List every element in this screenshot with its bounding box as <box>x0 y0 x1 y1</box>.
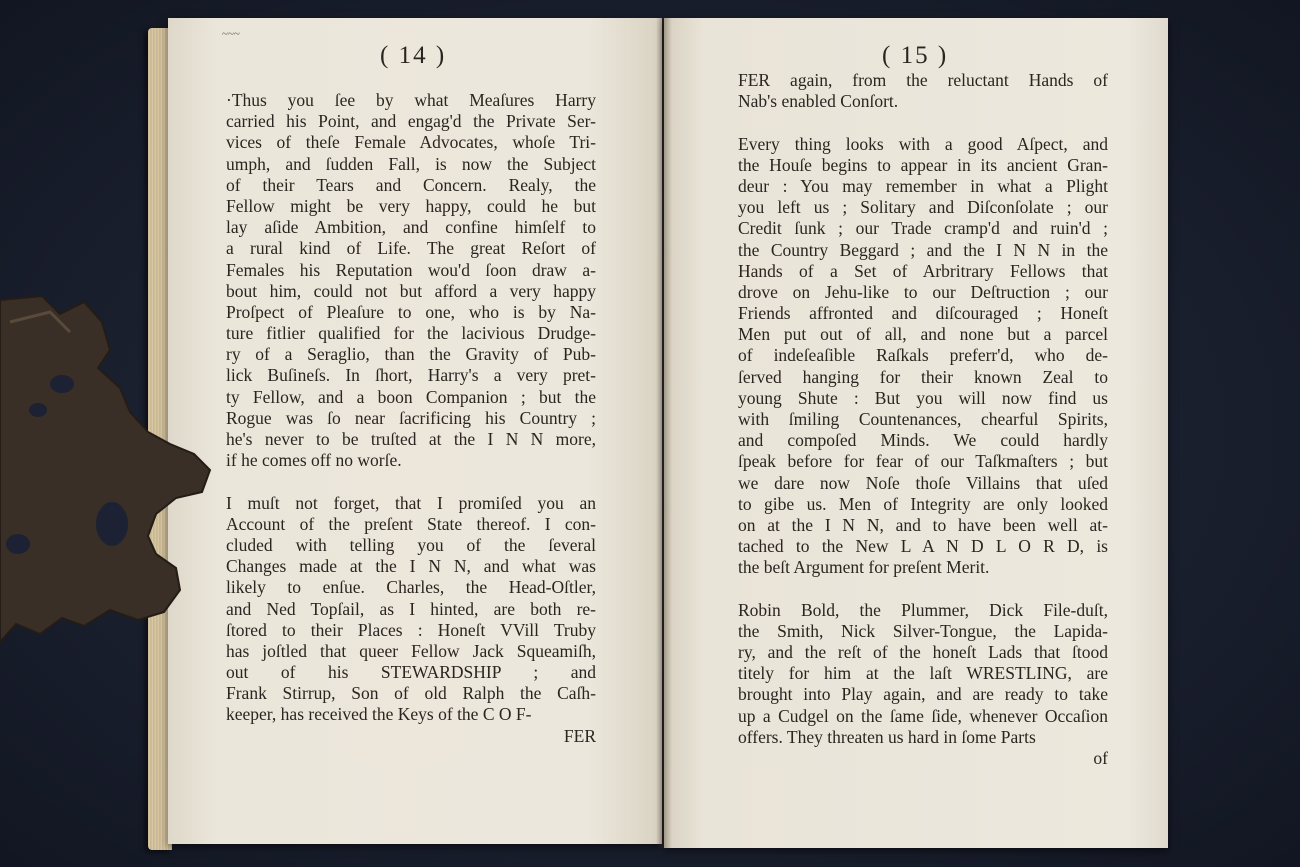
left-text-line: vices of theſe Female Advocates, whoſe Tri- <box>226 132 596 153</box>
book-gutter <box>656 18 672 848</box>
left-text-line: a rural kind of Life. The great Reſort of <box>226 238 596 259</box>
right-text-line: on at the I N N, and to have been well at- <box>738 514 1108 535</box>
paragraph-break <box>738 579 1108 600</box>
left-page-text <box>226 90 596 747</box>
left-text-line: has joſtled that queer Fellow Jack Squeamiſh, <box>226 640 596 661</box>
right-text-line: the Smith, Nick Silver-Tongue, the Lapida- <box>738 620 1108 641</box>
left-text-line: he's never to be truſted at the I N N more, <box>226 429 596 449</box>
right-text-line: ſpeak before for fear of our Taſkmaſters ; but <box>738 451 1108 472</box>
left-text-line: umph, and ſudden Fall, is now the Subject <box>226 153 596 174</box>
right-catchword: of <box>1093 748 1108 768</box>
left-text-line: if he comes off no worſe. <box>226 450 402 471</box>
left-text-line: lick Buſineſs. In ſhort, Harry's a very pret- <box>226 365 596 386</box>
left-text-line: lay aſide Ambition, and confine himſelf to <box>226 217 596 238</box>
left-text-line: carried his Point, and engag'd the Private Ser- <box>226 111 596 132</box>
right-text-line: Every thing looks with a good Aſpect, and <box>738 133 1108 154</box>
right-text-line: you left us ; Solitary and Diſconſolate ; our <box>738 197 1108 218</box>
left-text-line: ſtored to their Places : Honeſt VVill Truby <box>226 619 596 640</box>
right-text-line: we dare now Noſe thoſe Villains that uſed <box>738 472 1108 493</box>
margin-mark: ~~~ <box>222 28 240 40</box>
left-text-line: Rogue was ſo near ſacrificing his Country ; <box>226 407 596 428</box>
paragraph-break <box>226 471 596 492</box>
right-text-line: Credit ſunk ; our Trade cramp'd and ruin'd ; <box>738 218 1108 239</box>
right-text-line: FER again, from the reluctant Hands of <box>738 70 1108 90</box>
left-text-line: Proſpect of Pleaſure to one, who is by Na- <box>226 301 596 322</box>
right-text-line: to gibe us. Men of Integrity are only looked <box>738 493 1108 514</box>
right-text-line: the Country Beggard ; and the I N N in the <box>738 239 1108 260</box>
left-text-line: Account of the preſent State thereof. I con- <box>226 513 596 534</box>
right-text-line: deur : You may remember in what a Plight <box>738 175 1108 196</box>
right-page-number: ( 15 ) <box>882 42 949 69</box>
right-text-line: up a Cudgel on the ſame ſide, whenever Occaſion <box>738 705 1108 726</box>
right-text-line: Friends affronted and diſcouraged ; Honeſt <box>738 303 1108 324</box>
right-text-line: Men put out of all, and none but a parcel <box>738 324 1108 345</box>
left-text-line: ry of a Seraglio, than the Gravity of Pub- <box>226 344 596 365</box>
left-text-line: ty Fellow, and a boon Companion ; but the <box>226 386 596 407</box>
left-text-line: Changes made at the I N N, and what was <box>226 556 596 577</box>
left-text-line: and Ned Topſail, as I hinted, are both re- <box>226 598 596 619</box>
left-text-line: bout him, could not but afford a very happy <box>226 280 596 301</box>
right-text-line: the beſt Argument for preſent Merit. <box>738 557 990 578</box>
left-text-line: Fellow might be very happy, could he but <box>226 195 596 216</box>
right-text-line: tached to the New L A N D L O R D, is <box>738 536 1108 557</box>
paragraph-break <box>738 112 1108 133</box>
right-text-line: and compoſed Minds. We could hardly <box>738 430 1108 451</box>
right-page <box>664 18 1168 848</box>
left-page <box>168 18 662 844</box>
right-text-line: with ſmiling Countenances, chearful Spirits, <box>738 409 1108 429</box>
left-text-line: cluded with telling you of the ſeveral <box>226 534 596 555</box>
left-text-line: I muſt not forget, that I promiſed you an <box>226 492 596 513</box>
right-text-line: ry, and the reſt of the honeſt Lads that ſtood <box>738 642 1108 663</box>
right-page-text <box>738 70 1108 769</box>
right-text-line: titely for him at the laſt WRESTLING, are <box>738 663 1108 684</box>
right-text-line: brought into Play again, and are ready to take <box>738 684 1108 705</box>
metal-clip-icon <box>0 292 220 662</box>
left-text-line: ture fitlier qualified for the lacivious Drudge- <box>226 323 596 344</box>
left-text-line: out of his STEWARDSHIP ; and <box>226 662 596 683</box>
left-text-line: keeper, has received the Keys of the C O F- <box>226 704 532 725</box>
right-text-line: ſerved hanging for their known Zeal to <box>738 366 1108 387</box>
left-text-line: ·Thus you ſee by what Meaſures Harry <box>226 90 596 110</box>
right-text-line: Robin Bold, the Plummer, Dick File-duſt, <box>738 599 1108 620</box>
right-text-line: offers. They threaten us hard in ſome Parts <box>738 726 1036 747</box>
right-text-line: Nab's enabled Conſort. <box>738 91 899 112</box>
right-text-line: the Houſe begins to appear in its ancient Gran- <box>738 154 1108 175</box>
left-page-number: ( 14 ) <box>380 42 447 69</box>
left-text-line: of their Tears and Concern. Realy, the <box>226 174 596 195</box>
right-text-line: Hands of a Set of Arbritrary Fellows that <box>738 260 1108 281</box>
left-text-line: Females his Reputation wou'd ſoon draw a- <box>226 259 596 280</box>
left-catchword: FER <box>563 725 596 746</box>
right-text-line: young Shute : But you will now find us <box>738 387 1108 408</box>
right-text-line: drove on Jehu-like to our Deſtruction ; our <box>738 281 1108 302</box>
left-text-line: likely to enſue. Charles, the Head-Oſtler, <box>226 577 596 598</box>
left-text-line: Frank Stirrup, Son of old Ralph the Caſh- <box>226 683 596 704</box>
right-text-line: of indeſeaſible Raſkals preferr'd, who de- <box>738 345 1108 366</box>
